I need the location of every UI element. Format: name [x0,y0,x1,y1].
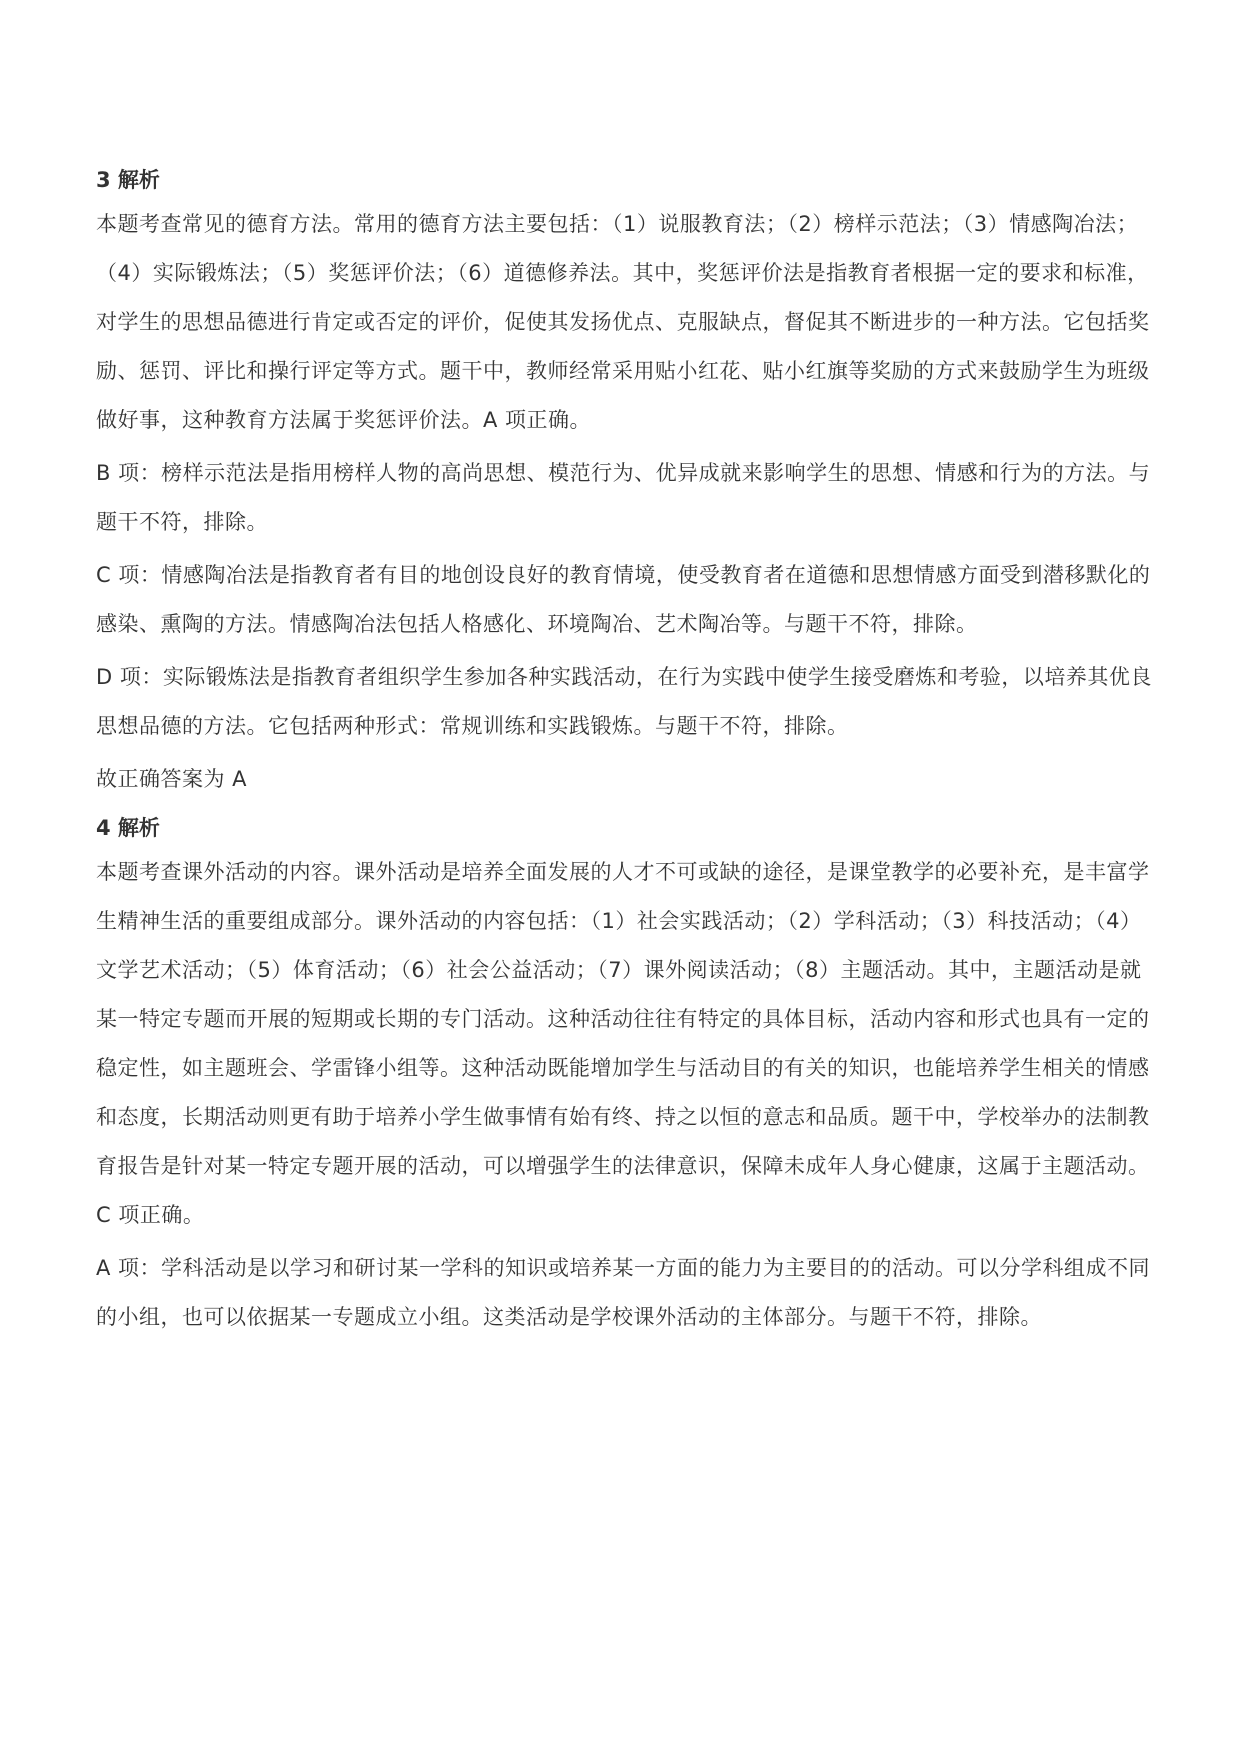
paragraph: A 项：学科活动是以学习和研讨某一学科的知识或培养某一方面的能力为主要目的的活动。可以分学科组成不同的小组，也可以依据某一专题成立小组。这类活动是学校课外活动的主体部分。与题干不符，排除。 [96,1256,1151,1329]
paragraph: 本题考查课外活动的内容。课外活动是培养全面发展的人才不可或缺的途径，是课堂教学的必要补充，是丰富学生精神生活的重要组成部分。课外活动的内容包括：（1）社会实践活动；（2）学科活动；（3）科技活动；（4）文学艺术活动；（5）体育活动；（6）社会公益活动；（7）课外阅读活动；（8）主题活动。其中，主题活动是就某一特定专题而开展的短期或长期的专门活动。这种活动往往有特定的具体目标，活动内容和形式也具有一定的稳定性，如主题班会、学雷锋小组等。这种活动既能增加学生与活动目的有关的知识，也能培养学生相关的情感和态度，长期活动则更有助于培养小学生做事情有始有终、持之以恒的意志和品质。题干中，学校举办的法制教育报告是针对某一特定专题开展的活动，可以增强学生的法律意识，保障未成年人身心健康，这属于主题活动。C 项正确。 [96,860,1150,1227]
answer-line: 故正确答案为 A [96,767,248,791]
paragraph: D 项：实际锻炼法是指教育者组织学生参加各种实践活动，在行为实践中使学生接受磨炼和考验，以培养其优良思想品德的方法。它包括两种形式：常规训练和实践锻炼。与题干不符，排除。 [96,665,1152,738]
paragraph: B 项：榜样示范法是指用榜样人物的高尚思想、模范行为、优异成就来影响学生的思想、情感和行为的方法。与题干不符，排除。 [96,461,1151,534]
paragraph: C 项：情感陶冶法是指教育者有目的地创设良好的教育情境，使受教育者在道德和思想情感方面受到潜移默化的感染、熏陶的方法。情感陶冶法包括人格感化、环境陶冶、艺术陶冶等。与题干不符，排除。 [96,563,1151,636]
paragraph: 本题考查常见的德育方法。常用的德育方法主要包括：（1）说服教育法；（2）榜样示范法；（3）情感陶冶法；（4）实际锻炼法；（5）奖惩评价法；（6）道德修养法。其中，奖惩评价法是指教育者根据一定的要求和标准，对学生的思想品德进行肯定或否定的评价，促使其发扬优点、克服缺点，督促其不断进步的一种方法。它包括奖励、惩罚、评比和操行评定等方式。题干中，教师经常采用贴小红花、贴小红旗等奖励的方式来鼓励学生为班级做好事，这种教育方法属于奖惩评价法。A 项正确。 [96,212,1150,432]
section-heading: 3 解析 [96,168,160,192]
analysis-section-3 [96,160,1156,804]
analysis-section-4 [96,808,1156,1342]
document-page [96,160,1156,1346]
section-heading: 4 解析 [96,816,160,840]
